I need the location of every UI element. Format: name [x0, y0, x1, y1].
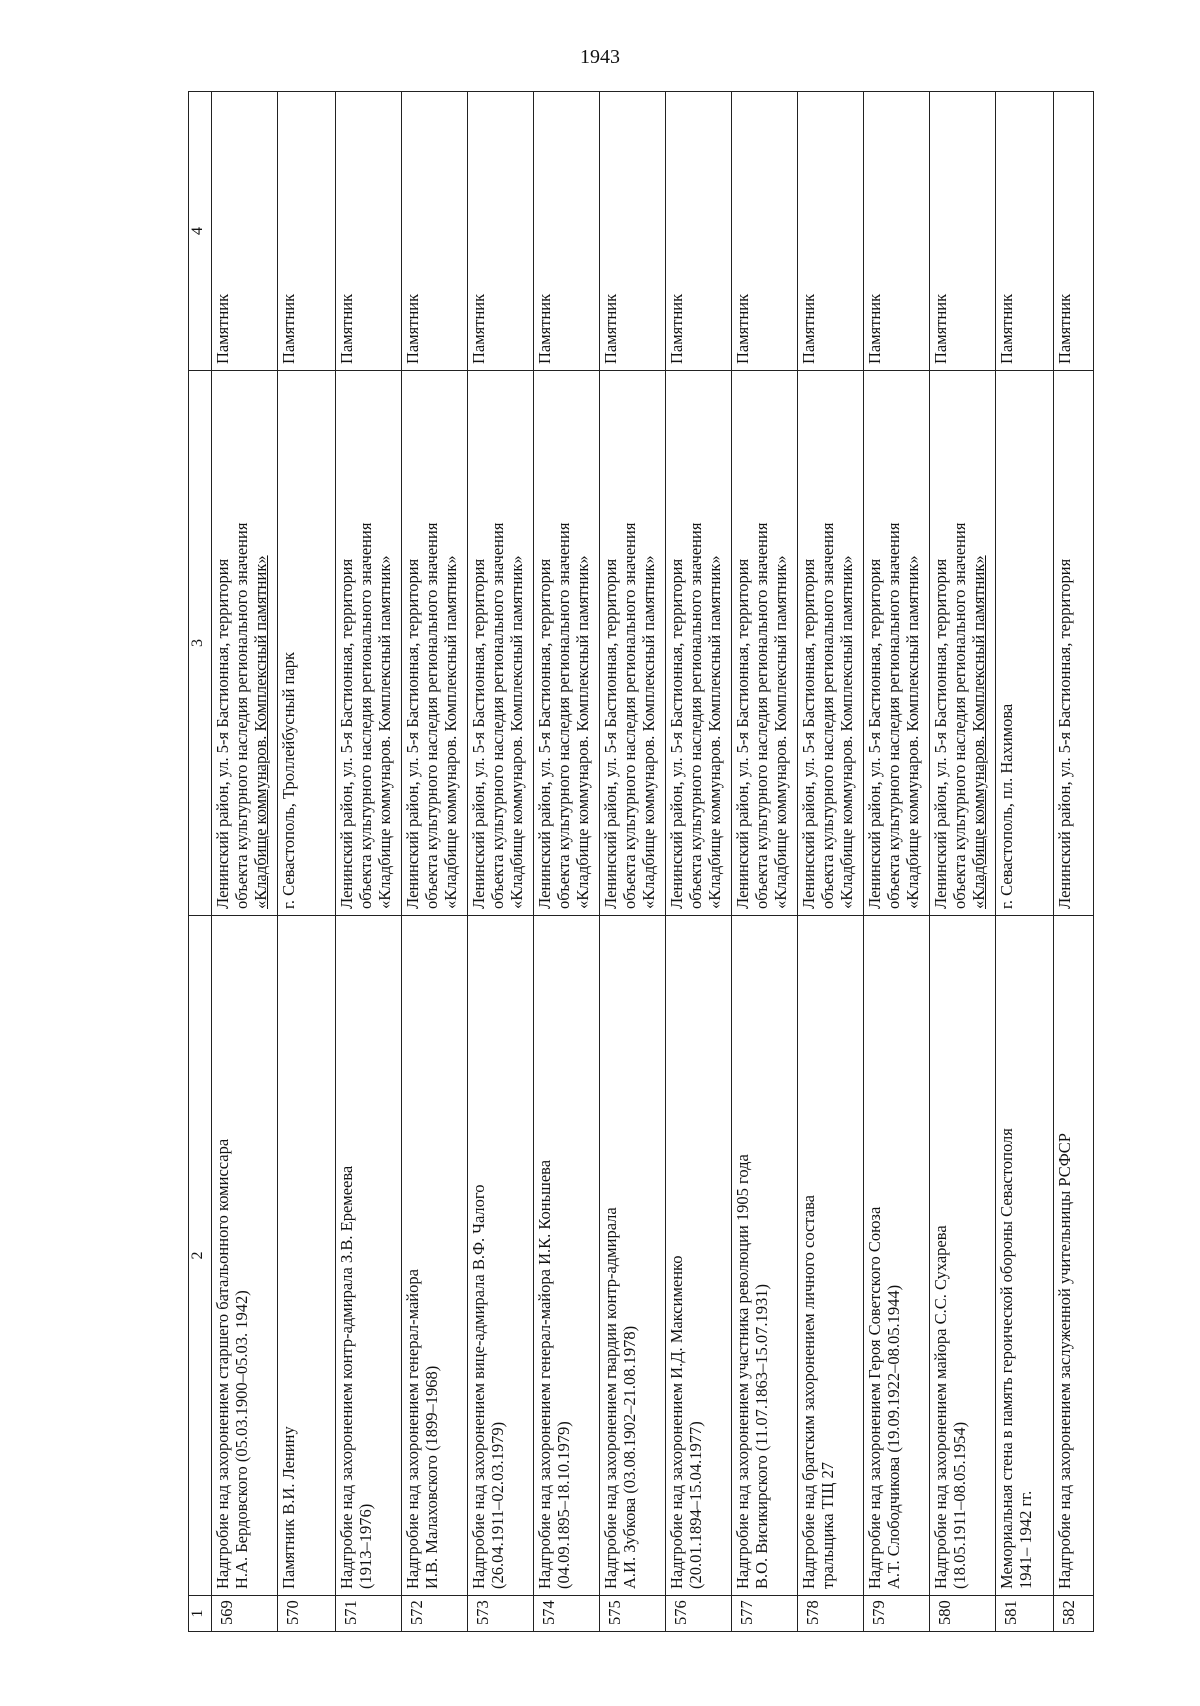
- object-type: Памятник: [732, 92, 798, 371]
- row-number: 571: [336, 1596, 402, 1632]
- object-type: Памятник: [666, 92, 732, 371]
- row-number: 580: [930, 1596, 996, 1632]
- object-type: Памятник: [278, 92, 336, 371]
- object-type: Памятник: [212, 92, 278, 371]
- object-name: Надгробие над захоронением майора С.С. Сухарева (18.05.1911–08.05.1954): [930, 916, 996, 1596]
- row-number: 573: [468, 1596, 534, 1632]
- object-type: Памятник: [534, 92, 600, 371]
- heritage-table-rotated: [188, 92, 1078, 1632]
- row-number: 576: [666, 1596, 732, 1632]
- object-type: Памятник: [600, 92, 666, 371]
- object-name: Надгробие над захоронением участника революции 1905 года В.О. Висикирского (11.07.1863–15.07.1931): [732, 916, 798, 1596]
- table-row: [666, 92, 732, 1632]
- object-location: Ленинский район, ул. 5-я Бастионная, территория объекта культурного наследия регионального значения «Кладбище коммунаров. Комплексный памятник»: [468, 371, 534, 916]
- row-number: 570: [278, 1596, 336, 1632]
- object-type: Памятник: [798, 92, 864, 371]
- object-location: Ленинский район, ул. 5-я Бастионная, территория объекта культурного наследия регионального значения «Кладбище коммунаров. Комплексный памятник»: [534, 371, 600, 916]
- object-name: Надгробие над захоронением гвардии контр-адмирала А.И. Зубкова (03.08.1902–21.08.1978): [600, 916, 666, 1596]
- object-name: Мемориальная стена в память героической обороны Севастополя 1941– 1942 гг.: [996, 916, 1054, 1596]
- object-name: Памятник В.И. Ленину: [278, 916, 336, 1596]
- table-row: [798, 92, 864, 1632]
- header-col-1: 1: [189, 1596, 212, 1632]
- table-row: [930, 92, 996, 1632]
- object-location: Ленинский район, ул. 5-я Бастионная, территория объекта культурного наследия регионального значения «Кладбище коммунаров. Комплексный памятник»: [666, 371, 732, 916]
- header-col-2: 2: [189, 916, 212, 1596]
- object-type: Памятник: [468, 92, 534, 371]
- table-row: [402, 92, 468, 1632]
- object-location: Ленинский район, ул. 5-я Бастионная, территория объекта культурного наследия регионального значения «Кладбище коммунаров. Комплексный памятник»: [798, 371, 864, 916]
- table-row: [278, 92, 336, 1632]
- object-type: Памятник: [996, 92, 1054, 371]
- object-type: Памятник: [336, 92, 402, 371]
- row-number: 574: [534, 1596, 600, 1632]
- table-row: [1054, 92, 1094, 1632]
- object-name: Надгробие над захоронением контр-адмирала З.В. Еремеева (1913–1976): [336, 916, 402, 1596]
- table-row: [732, 92, 798, 1632]
- object-location: г. Севастополь, Троллейбусный парк: [278, 371, 336, 916]
- object-location: Ленинский район, ул. 5-я Бастионная, территория объекта культурного наследия регионального значения «Кладбище коммунаров. Комплексный памятник»: [732, 371, 798, 916]
- row-number: 579: [864, 1596, 930, 1632]
- object-location: Ленинский район, ул. 5-я Бастионная, территория объекта культурного наследия регионального значения «Кладбище коммунаров. Комплексный памятник»: [930, 371, 996, 916]
- heritage-table: [188, 91, 1094, 1632]
- table-row: [336, 92, 402, 1632]
- object-name: Надгробие над захоронением заслуженной учительницы РСФСР: [1054, 916, 1094, 1596]
- object-name: Надгробие над захоронением вице-адмирала В.Ф. Чалого (26.04.1911–02.03.1979): [468, 916, 534, 1596]
- row-number: 569: [212, 1596, 278, 1632]
- object-name: Надгробие над захоронением Героя Советского Союза А.Т. Слободчикова (19.09.1922–08.05.1944): [864, 916, 930, 1596]
- object-name: Надгробие над захоронением генерал-майора И.К. Коньшева (04.09.1895–18.10.1979): [534, 916, 600, 1596]
- object-type: Памятник: [1054, 92, 1094, 371]
- object-location: Ленинский район, ул. 5-я Бастионная, территория объекта культурного наследия регионального значения «Кладбище коммунаров. Комплексный памятник»: [600, 371, 666, 916]
- header-col-4: 4: [189, 92, 212, 371]
- table-row: [600, 92, 666, 1632]
- object-location: Ленинский район, ул. 5-я Бастионная, территория объекта культурного наследия регионального значения «Кладбище коммунаров. Комплексный памятник»: [864, 371, 930, 916]
- table-row: [996, 92, 1054, 1632]
- object-location: Ленинский район, ул. 5-я Бастионная, территория объекта культурного наследия регионального значения «Кладбище коммунаров. Комплексный памятник»: [336, 371, 402, 916]
- object-type: Памятник: [864, 92, 930, 371]
- object-name: Надгробие над захоронением генерал-майора И.В. Малаховского (1899–1968): [402, 916, 468, 1596]
- row-number: 577: [732, 1596, 798, 1632]
- header-col-3: 3: [189, 371, 212, 916]
- row-number: 572: [402, 1596, 468, 1632]
- object-name: Надгробие над захоронением старшего батальонного комиссара Н.А. Бердовского (05.03.1900–05.03. 1942): [212, 916, 278, 1596]
- object-name: Надгробие над братским захоронением личного состава тральщика ТЩ 27: [798, 916, 864, 1596]
- row-number: 582: [1054, 1596, 1094, 1632]
- row-number: 581: [996, 1596, 1054, 1632]
- row-number: 575: [600, 1596, 666, 1632]
- object-type: Памятник: [402, 92, 468, 371]
- object-location: г. Севастополь, пл. Нахимова: [996, 371, 1054, 916]
- object-type: Памятник: [930, 92, 996, 371]
- table-row: [212, 92, 278, 1632]
- object-location: Ленинский район, ул. 5-я Бастионная, территория: [1054, 371, 1094, 916]
- object-location: Ленинский район, ул. 5-я Бастионная, территория объекта культурного наследия регионального значения «Кладбище коммунаров. Комплексный памятник»: [212, 371, 278, 916]
- table-row: [864, 92, 930, 1632]
- header-row: [189, 92, 212, 1632]
- table-row: [468, 92, 534, 1632]
- object-location: Ленинский район, ул. 5-я Бастионная, территория объекта культурного наследия регионального значения «Кладбище коммунаров. Комплексный памятник»: [402, 371, 468, 916]
- row-number: 578: [798, 1596, 864, 1632]
- table-row: [534, 92, 600, 1632]
- object-name: Надгробие над захоронением И.Д. Максименко (20.01.1894–15.04.1977): [666, 916, 732, 1596]
- page-number: 1943: [580, 46, 620, 68]
